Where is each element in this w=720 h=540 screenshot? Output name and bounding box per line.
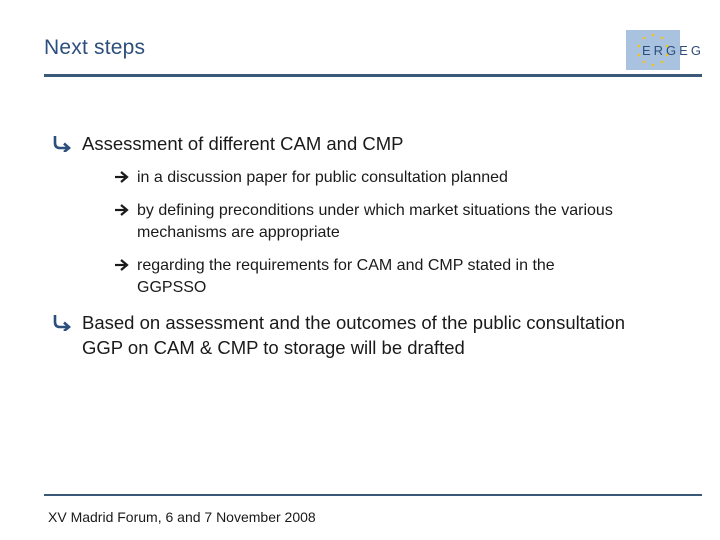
- footer-divider: [44, 494, 702, 496]
- sub-bullet-text: in a discussion paper for public consultation planned: [137, 169, 508, 186]
- logo-text: ERGEG: [642, 43, 704, 58]
- arrow-right-icon: [114, 255, 137, 277]
- curved-arrow-icon: [52, 131, 82, 157]
- title-divider: [44, 74, 702, 77]
- bullet-text: Based on assessment and the outcomes of the public consultation GGP on CAM & CMP to storage will be drafted: [82, 312, 626, 358]
- list-item: [114, 167, 684, 189]
- page-title: Next steps: [44, 36, 146, 59]
- list-item: [114, 200, 684, 244]
- bullet-text: Assessment of different CAM and CMP: [82, 133, 404, 154]
- sub-bullet-text: regarding the requirements for CAM and CMP stated in the GGPSSO: [137, 257, 555, 296]
- sub-bullet-text: by defining preconditions under which market situations the various mechanisms are appropriate: [137, 202, 613, 241]
- list-item: [52, 310, 662, 360]
- arrow-right-icon: [114, 200, 137, 222]
- footer-text: XV Madrid Forum, 6 and 7 November 2008: [48, 509, 316, 525]
- curved-arrow-icon: [52, 310, 82, 336]
- arrow-right-icon: [114, 167, 137, 189]
- list-item: [52, 131, 403, 157]
- list-item: [114, 255, 619, 299]
- ergeg-logo: [626, 30, 720, 70]
